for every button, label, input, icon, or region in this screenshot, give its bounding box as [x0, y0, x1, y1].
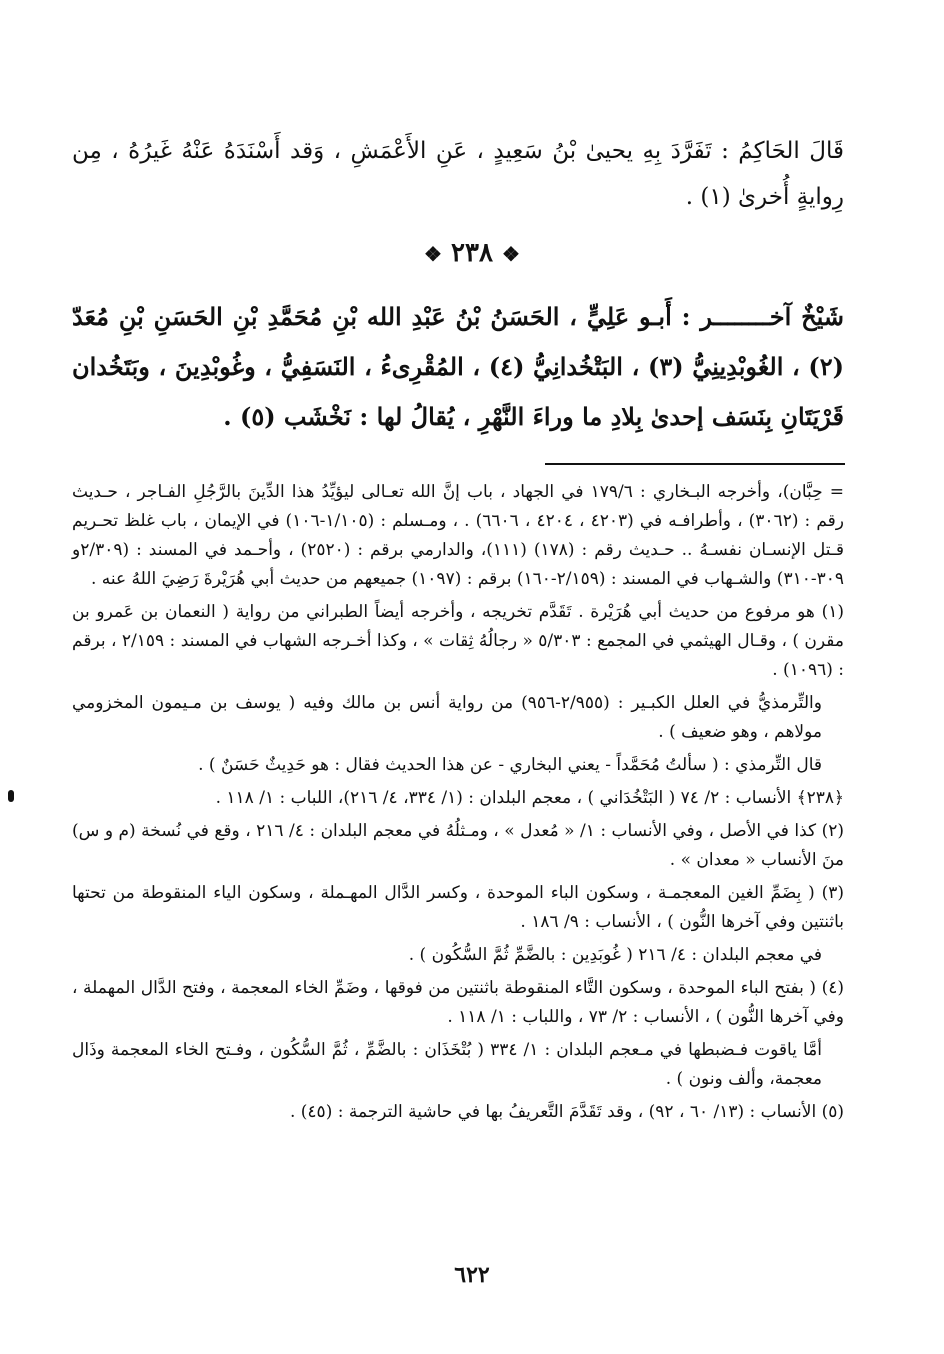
- footnote-3: (٣) ( بِضَمِّ الغين المعجمـة ، وسكون الباء الموحدة ، وكسر الدَّال المهـملة ، وسكون الياء المنقوطة من تحتها باثنتين وفي آخرها النُّون ) ، الأنساب : ٩/ ١٨٦ .: [72, 883, 844, 932]
- ornament-left-icon: ❖: [502, 242, 520, 266]
- footnote-5: (٥) الأنساب : (١٣/ ٦٠ ، ٩٢) ، وقد تَقَدَّمَ التَّعريفُ بها في حاشية الترجمة : (٤٥) .: [289, 1102, 844, 1122]
- ornament-right-icon: ❖: [424, 242, 442, 266]
- footnote-4-continued: أمَّا ياقوت فـضبطها في مـعجم البلدان : ١/ ٣٣٤ ( بُتْخَذَان : بالضَّمِّ ، ثُمَّ السُّكُون ، وفـتح الخاء المعجمة وذَال معجمة، وألف ونون ) .: [72, 1040, 823, 1089]
- entry-number-heading: [0, 238, 944, 268]
- footnote-3-continued: في معجم البلدان : ٤/ ٢١٦ ( غُوبَدِين : بالضَّمِّ ثُمَّ السُّكُون ) .: [408, 945, 822, 965]
- footnote-4: (٤) ( بفتح الباء الموحدة ، وسكون التَّاء المنقوطة باثنتين من فوقها ، وضَمِّ الخاء المعجمة ، وفتح الدَّال المهملة ، وفي آخرها النُّون ) ، الأنساب : ٢/ ٧٣ ، واللباب : ١/ ١١٨ .: [72, 978, 844, 1027]
- footnote-2: (٢) كذا في الأصل ، وفي الأنساب : ١/ « مُعدل » ، ومـثلُهُ في معجم البلدان : ٤/ ٢١٦ ، وقع في نُسخة (م و س) منَ الأنساب « معدان » .: [72, 821, 844, 870]
- entry-paragraph: شَيْخٌ آخــــــــر : أَبـو عَلِيٍّ ، الحَسَنُ بْنُ عَبْدِ الله بْنِ مُحَمَّدِ بْنِ الحَسَنِ بْنِ مُعَدّ (٢) ، الغُوبْدِينِيُّ (٣) ، البَتْخُدانِيُّ (٤) ، المُقْرِىءُ ، النَسَفِيُّ ، وغُوبْدِينَ ، وبَتَخُدان قَرْيَتَانِ بِنَسَف إحدىٰ بِلادِ ما وراءَ النَّهْرِ ، يُقالُ لها : نَخْشَب (٥) .: [72, 302, 845, 431]
- footnote-1-quote: قال التِّرمذي : ( سألتُ مُحَمَّداً - يعني البخاري - عن هذا الحديث فقال : هو حَدِيثٌ حَسَنٌ ) .: [198, 755, 822, 775]
- footnote-entry-sources: ﴿٢٣٨﴾ الأنساب : ٢/ ٧٤ ( البَتْخُدَاني ) ، معجم البلدان : (١/ ٣٣٤، ٤/ ٢١٦)، اللباب : ١/ ١١٨ .: [215, 788, 844, 808]
- main-paragraph: قَالَ الحَاكِمُ : تَفَرَّدَ بِهِ يحيىٰ بْنُ سَعِيدٍ ، عَنِ الأَعْمَشِ ، وَقد أَسْنَدَهُ عَنْهُ غَيرُهُ ، مِن رِوايةٍ أُخرىٰ (١) .: [72, 138, 844, 210]
- page-number: ٦٢٢: [454, 1262, 490, 1288]
- footnote-divider: [545, 463, 845, 465]
- footnote-1-continued: والتِّرمذيُّ في العلل الكبـير : (٢/٩٥٥-٩٥٦) من رواية أنس بن مالك وفيه ( يوسف بن مـيمون المخزومي مولاهم ، وهو ضعيف ) .: [72, 693, 822, 742]
- entry-number: ٢٣٨: [451, 238, 493, 268]
- footnote-1: (١) هو مرفوع من حديث أبي هُرَيْرة . تَقَدَّم تخريجه ، وأخرجه أيضاً الطبراني من رواية ( النعمان بن عَمرو بن مقرن ) ، وقـال الهيثمي في المجمع : ٥/٣٠٣ « رجالُهُ ثِقات » ، وكذا أخـرجه الشهاب في المسند : ٢/١٥٩ ، برقم : (١٠٩٦) .: [72, 602, 844, 680]
- margin-mark: [8, 790, 14, 802]
- footnote-continuation: = حِبَّان)، وأخرجه البـخاري : ١٧٩/٦ في الجهاد ، باب إنَّ الله تعـالى ليؤيِّدُ هذا الدِّينَ بالرَّجُلِ الفـاجر ، حـديث رقم : (٣٠٦٢) ، وأطرافـه في (٤٢٠٣ ، ٤٢٠٤ ، ٦٦٠٦) . ، ومـسلم : (١/١٠٥-١٠٦) في الإيمان ، باب غلظ تحـريم قـتل الإنسـان نفسـهُ .. حـديث رقم : (١٧٨) (١١١)، والدارمي برقم : (٢٥٢٠) ، وأحـمد في المسند : (٢/٣٠٩و ٣٠٩-٣١٠) والشـهاب في المسند : (٢/١٥٩-١٦٠) برقم : (١٠٩٧) جميعهم من حديث أبي هُرَيْرةَ رَضِيَ اللهُ عنه .: [72, 482, 844, 589]
- footnotes: [72, 478, 844, 1131]
